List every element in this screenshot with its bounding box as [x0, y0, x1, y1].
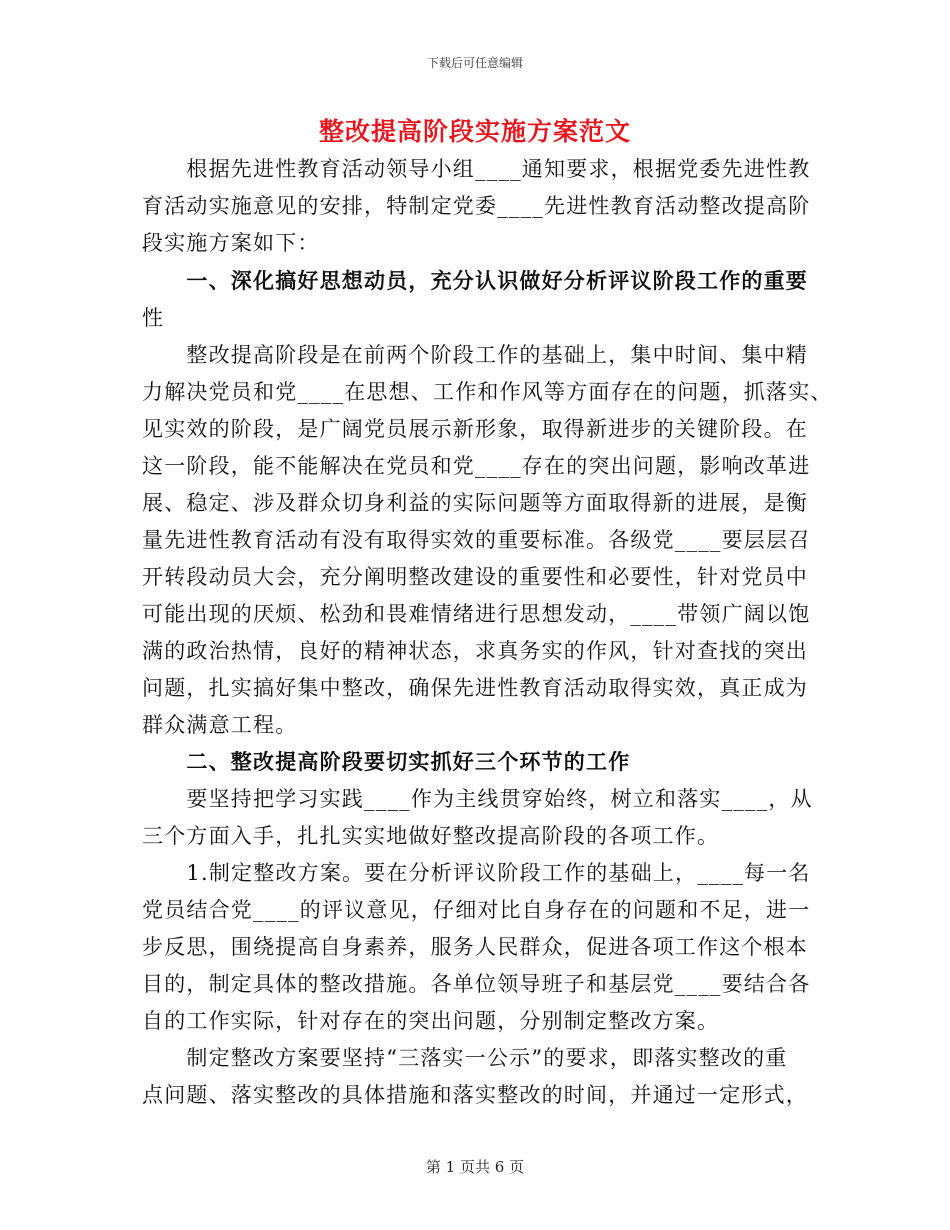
body-line: 育活动实施意见的安排，特制定党委____先进性教育活动整改提高阶	[142, 194, 811, 218]
body-line: 满的政治热情，良好的精神状态，求真务实的作风，针对查找的突出	[142, 639, 808, 663]
section-heading-1-continued: 性	[142, 306, 165, 330]
body-line: 见实效的阶段，是广阔党员展示新形象，取得新进步的关键阶段。在	[142, 417, 808, 441]
body-line: 1.制定整改方案。要在分析评议阶段工作的基础上，____每一名	[142, 861, 811, 885]
document-title: 整改提高阶段实施方案范文	[318, 117, 631, 146]
body-line: 问题，扎实搞好集中整改，确保先进性教育活动取得实效，真正成为	[142, 676, 808, 700]
body-line: 量先进性教育活动有没有取得实效的重要标准。各级党____要层层召	[142, 528, 811, 552]
body-line: 整改提高阶段是在前两个阶段工作的基础上，集中时间、集中精	[142, 343, 808, 367]
body-line: 要坚持把学习实践____作为主线贯穿始终，树立和落实____，从	[142, 787, 813, 811]
body-line: 步反思，围绕提高自身素养，服务人民群众，促进各项工作这个根本	[142, 935, 808, 959]
section-heading-1: 一、深化搞好思想动员，充分认识做好分析评议阶段工作的重要	[142, 268, 808, 293]
body-line: 开转段动员大会，充分阐明整改建设的重要性和必要性，针对党员中	[142, 565, 808, 589]
body-line: 力解决党员和党____在思想、工作和作风等方面存在的问题，抓落实、	[142, 380, 833, 404]
body-line: 根据先进性教育活动领导小组____通知要求，根据党委先进性教	[142, 157, 811, 181]
body-line: 党员结合党____的评议意见，仔细对比自身存在的问题和不足，进一	[142, 898, 811, 922]
body-line: 段实施方案如下：	[142, 231, 320, 255]
body-line: 可能出现的厌烦、松劲和畏难情绪进行思想发动，____带领广阔以饱	[142, 602, 811, 626]
section-heading-2: 二、整改提高阶段要切实抓好三个环节的工作	[142, 749, 631, 774]
body-line: 点问题、落实整改的具体措施和落实整改的时间，并通过一定形式，	[142, 1083, 808, 1107]
header-note: 下载后可任意编辑	[426, 56, 523, 70]
body-line: 制定整改方案要坚持“三落实一公示”的要求，即落实整改的重	[142, 1046, 788, 1070]
body-line: 展、稳定、涉及群众切身利益的实际问题等方面取得新的进展，是衡	[142, 491, 808, 515]
body-line: 目的，制定具体的整改措施。各单位领导班子和基层党____要结合各	[142, 972, 811, 996]
body-line: 三个方面入手，扎扎实实地做好整改提高阶段的各项工作。	[142, 824, 720, 848]
page-number: 第 1 页共 6 页	[425, 1158, 525, 1176]
body-line: 这一阶段，能不能解决在党员和党____存在的突出问题，影响改革进	[142, 454, 811, 478]
body-line: 自的工作实际，针对存在的突出问题，分别制定整改方案。	[142, 1009, 720, 1033]
body-line: 群众满意工程。	[142, 713, 298, 737]
